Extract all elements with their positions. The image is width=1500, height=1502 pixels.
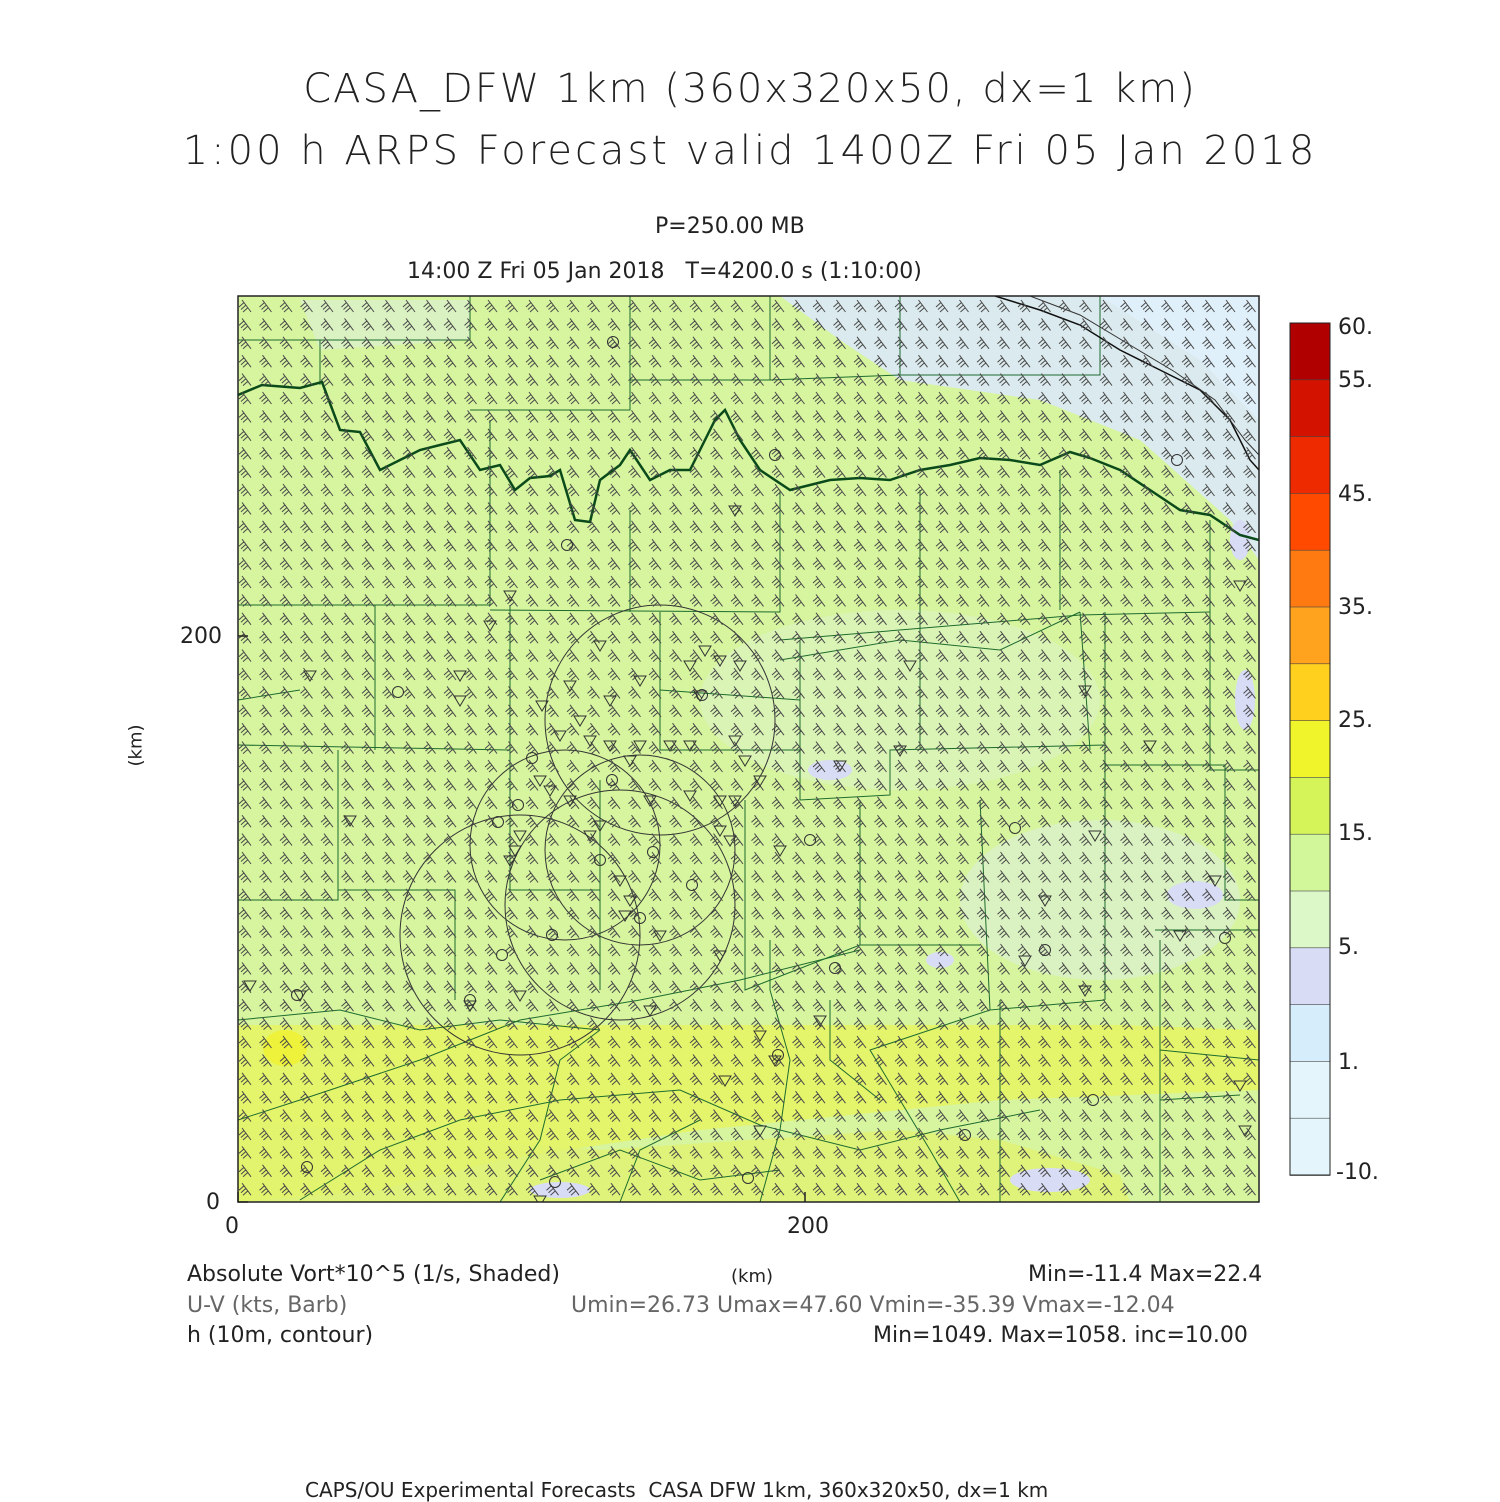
- barb-field-stats: Umin=26.73 Umax=47.60 Vmin=-35.39 Vmax=-12.04: [571, 1293, 1175, 1318]
- pressure-level-label: P=250.00 MB: [655, 214, 805, 239]
- y-axis-label: (km): [125, 724, 147, 767]
- colorbar-label: 45.: [1338, 482, 1373, 507]
- valid-time-label: 14:00 Z Fri 05 Jan 2018 T=4200.0 s (1:10:00): [407, 259, 922, 284]
- colorbar-bin: [1290, 437, 1330, 494]
- x-tick-200: 200: [787, 1214, 829, 1239]
- colorbar-bin: [1290, 1118, 1330, 1175]
- colorbar-label: -10.: [1336, 1160, 1379, 1185]
- footer-credit: CAPS/OU Experimental Forecasts CASA DFW 1km, 360x320x50, dx=1 km: [305, 1478, 1049, 1502]
- colorbar-bin: [1290, 380, 1330, 437]
- colorbar-label: 1.: [1338, 1050, 1359, 1075]
- x-axis-label: (km): [731, 1266, 774, 1287]
- colorbar-bin: [1290, 948, 1330, 1005]
- contour-field-stats: Min=1049. Max=1058. inc=10.00: [873, 1323, 1248, 1348]
- colorbar-label: 5.: [1338, 935, 1359, 960]
- shaded-field-stats: Min=-11.4 Max=22.4: [1028, 1262, 1263, 1287]
- colorbar-bin: [1290, 550, 1330, 607]
- colorbar-bin: [1290, 891, 1330, 948]
- colorbar-bin: [1290, 777, 1330, 834]
- y-tick-200: 200: [180, 624, 222, 649]
- x-tick-0: 0: [225, 1214, 239, 1239]
- chart-title-line2: 1:00 h ARPS Forecast valid 1400Z Fri 05 Jan 2018: [182, 128, 1318, 174]
- colorbar-bin: [1290, 1061, 1330, 1118]
- colorbar-bin: [1290, 834, 1330, 891]
- colorbar-label: 55.: [1338, 368, 1373, 393]
- colorbar-bin: [1290, 323, 1330, 380]
- barb-field-label: U-V (kts, Barb): [187, 1293, 348, 1318]
- colorbar: [1290, 323, 1330, 1176]
- colorbar-bin: [1290, 493, 1330, 550]
- colorbar-bin: [1290, 1005, 1330, 1062]
- colorbar-label: 60.: [1338, 315, 1373, 340]
- colorbar-label: 25.: [1338, 708, 1373, 733]
- y-tick-0: 0: [206, 1190, 220, 1215]
- colorbar-label: 35.: [1338, 595, 1373, 620]
- colorbar-label: 15.: [1338, 821, 1373, 846]
- shaded-field-label: Absolute Vort*10^5 (1/s, Shaded): [187, 1262, 560, 1287]
- contour-field-label: h (10m, contour): [187, 1323, 374, 1348]
- colorbar-bin: [1290, 664, 1330, 721]
- colorbar-bin: [1290, 607, 1330, 664]
- chart-title-line1: CASA_DFW 1km (360x320x50, dx=1 km): [303, 66, 1197, 112]
- colorbar-bin: [1290, 721, 1330, 778]
